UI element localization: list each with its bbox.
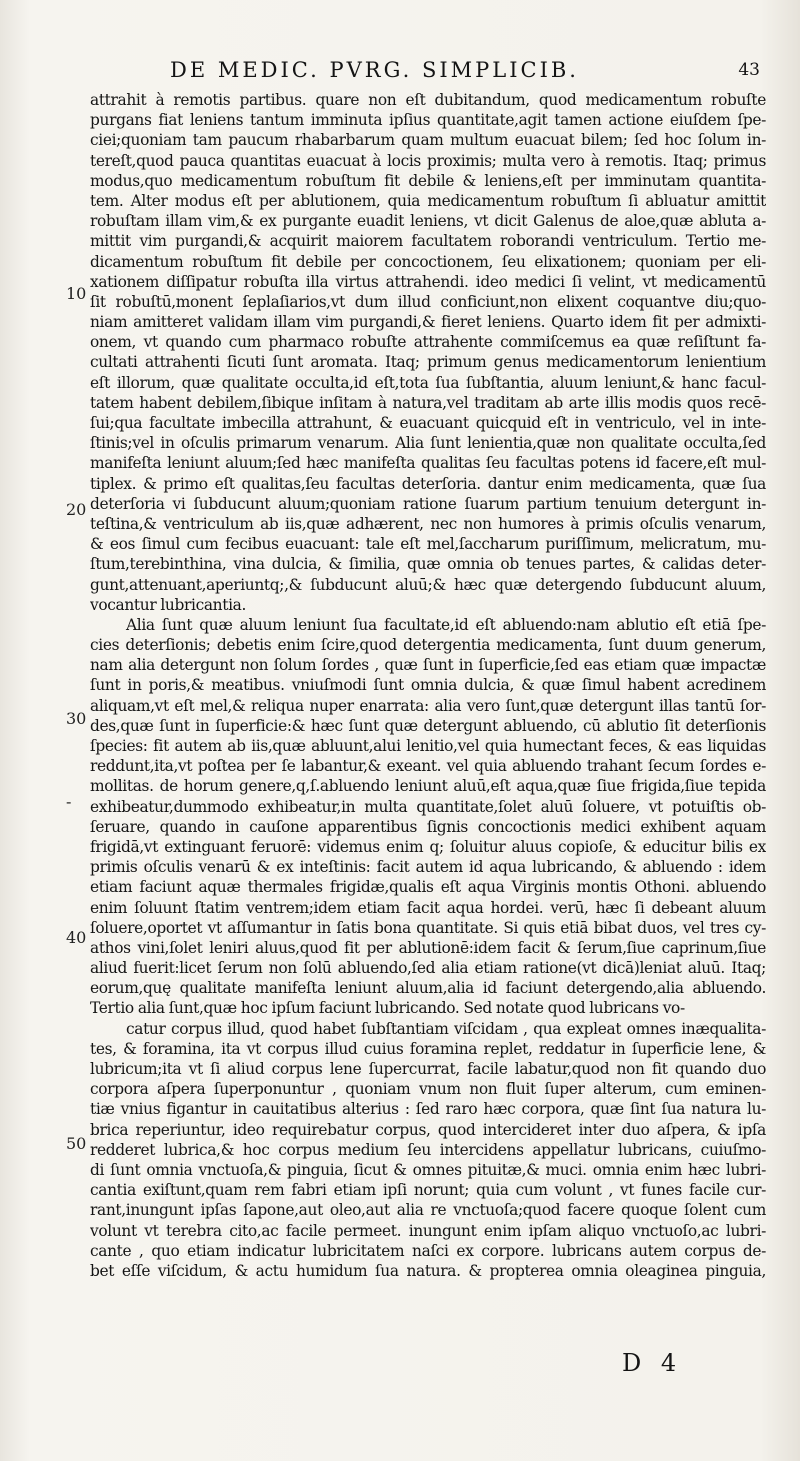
running-title: DE MEDIC. PVRG. SIMPLICIB. [170,58,579,82]
line-number-50: 50 [66,1134,87,1153]
text-line [90,1281,766,1301]
text-line: teſtina,& ventriculum ab iis,quæ adhærent, nec non humores à primis oſculis venarum, [90,514,766,533]
text-line: robuſtam illam vim,& ex purgante euadit leniens, vt dicit Galenus de aloe,quæ abluta a- [90,212,766,231]
text-line: Alia ſunt quæ aluum leniunt ſua facultate,id eſt abluendo:nam ablutio eſt etiā ſpe- [126,615,766,634]
text-line: cies deterſionis; debetis enim ſcire,quod detergentia medicamenta, ſunt duum generum, [90,636,766,655]
text-line: primis oſculis venarū & ex inteſtinis: facit autem id aqua lubricando, & abluendo : idem [90,858,766,877]
text-line: mittit vim purgandi,& acquirit maiorem facultatem roborandi ventriculum. Tertio me- [90,232,766,251]
text-line: des,quæ ſunt in ſuperficie:& hæc ſunt quæ detergunt abluendo, cū ablutio ſit deterſionis [90,716,766,735]
text-line: aliud fuerit:licet ſerum non ſolū abluendo,ſed alia etiam ratione(vt dicā)leniat aluū. Itaq; [90,959,766,978]
text-line: cante , quo etiam indicatur lubricitatem naſci ex corpore. lubricans autem corpus de- [90,1241,766,1260]
text-line: purgans fiat leniens tantum imminuta ipſius quantitate,agit tamen actione eiuſdem ſpe- [90,111,766,130]
line-mark: - [66,792,72,811]
text-line: etiam faciunt aquæ thermales frigidæ,qualis eſt aqua Virginis montis Othoni. abluendo [90,878,766,897]
text-line: dicamentum robuſtum fit debile per concoctionem, ſeu elixationem; quoniam per eli- [90,252,766,271]
text-line: volunt vt terebra cito,ac facile permeet. inungunt enim ipſam aliquo vnctuoſo,ac lubri- [90,1221,766,1240]
text-line: vocantur lubricantia. [90,595,247,614]
line-number-20: 20 [66,500,87,519]
text-line: eſt illorum, quæ qualitate occulta,id eſt,tota ſua ſubſtantia, aluum leniunt,& hanc facul- [90,373,766,392]
body-text [90,90,766,1321]
line-number-40: 40 [66,928,87,947]
text-line: ſtinis;vel in oſculis primarum venarum. Alia ſunt lenientia,quæ non qualitate occulta,ſed [90,434,766,453]
text-line: tereſt,quod pauca quantitas euacuat à locis proximis; multa vero à remotis. Itaq; primus [90,151,766,170]
text-line: & eos ſimul cum fecibus euacuant: tale eſt mel,ſaccharum puriſſimum, melicratum, mu- [90,535,766,554]
text-line: ſunt in poris,& meatibus. vniuſmodi ſunt omnia dulcia, & quæ ſimul habent acredinem [90,676,766,695]
page-number: 43 [738,60,760,80]
text-line: enim ſoluunt ſtatim ventrem;idem etiam facit aqua hordei. verū, hæc ſi debeant aluum [90,898,766,917]
text-line: frigidā,vt extinguant feruorē: videmus enim q; ſoluitur aluus copioſe, & educitur bilis ex [90,837,766,856]
text-line: ſtum,terebinthina, vina dulcia, & ſimilia, quæ omnia ob tenues partes, & calidas deter- [90,555,766,574]
text-line: tiplex. & primo eſt qualitas,ſeu facultas deterſoria. dantur enim medicamenta, quæ ſua [90,474,766,493]
text-line: lubricum;ita vt ſi aliud corpus lene ſupercurrat, facile labatur,quod non fit quando duo [90,1060,766,1078]
text-line [90,1301,766,1321]
text-line: manifeſta leniunt aluum;ſed hæc manifeſta qualitas ſeu facultas potens id facere,eſt mul- [90,454,766,473]
text-line: niam amitteret validam illam vim purgandi,& fieret leniens. Quarto idem fit per admixti- [90,313,766,332]
text-line: ſui;qua facultate imbecilla attrahunt, & euacuant quicquid eſt in ventriculo, vel in inte- [90,414,766,432]
text-line: tatem habent debilem,ſibique inſitam à natura,vel traditam ab arte illis modis quos recē- [90,393,766,412]
text-line: eorum,quę qualitate manifeſta leniunt aluum,alia id faciunt detergendo,alia abluendo. [90,979,766,998]
text-line: ſpecies: fit autem ab iis,quæ abluunt,alui lenitio,vel quia humectant feces, & eas liquidas [90,737,766,755]
line-number-10: 10 [66,284,87,303]
text-line: catur corpus illud, quod habet ſubſtantiam viſcidam , qua expleat omnes inæqualita- [126,1019,766,1038]
text-line: ſoluere,oportet vt aſſumantur in ſatis bona quantitate. Si quis etiā bibat duos, vel tres cy- [90,918,766,937]
text-line: attrahit à remotis partibus. quare non eſt dubitandum, quod medicamentum robuſte [90,91,766,109]
text-line: di ſunt omnia vnctuoſa,& pinguia, ſicut & omnes pituitæ,& muci. omnia enim hæc lubri- [90,1160,766,1179]
text-line: cantia exiſtunt,quam rem fabri etiam ipſi norunt; quia cum volunt , vt funes facile cur- [90,1181,766,1200]
text-line: aliquam,vt eſt mel,& reliqua nuper enarrata: alia vero ſunt,quæ detergunt illas tantū ſor- [90,696,766,715]
text-line: brica reperiuntur, ideo requirebatur corpus, quod intercideret inter duo aſpera, & ipſa [90,1120,766,1139]
line-number-30: 30 [66,709,87,728]
text-line: ſeruare, quando in cauſone apparentibus ſignis concoctionis medici exhibent aquam [90,817,766,836]
text-line: mollitas. de horum genere,q,ſ.abluendo leniunt aluū,eſt aqua,quæ ſiue frigida,ſiue tepida [90,777,766,796]
signature-mark: D 4 [622,1349,683,1377]
text-line: onem, vt quando cum pharmaco robuſte attrahente commiſcemus ea quæ reſiſtunt fa- [90,333,766,352]
text-line: Tertio alia ſunt,quæ hoc ipſum faciunt lubricando. Sed notate quod lubricans vo- [90,999,685,1018]
text-line: ſit robuſtū,monent ſeplaſiarios,vt dum illud conficiunt,non elixent coquantve diu;quo- [90,292,766,311]
text-line: athos vini,ſolet leniri aluus,quod fit per ablutionē:idem facit & ſerum,ſiue caprinum,ſiue [90,938,766,957]
text-line: modus,quo medicamentum robuſtum fit debile & leniens,eſt per imminutam quantita- [90,171,766,190]
text-line: gunt,attenuant,aperiuntq;,& ſubducunt aluū;& hæc quæ detergendo ſubducunt aluum, [90,575,766,594]
text-line: exhibeatur,dummodo exhibeatur,in multa quantitate,ſolet aluū ſoluere, vt potuiſtis ob- [90,797,766,816]
text-line: corpora aſpera ſuperponuntur , quoniam vnum non fluit ſuper alterum, cum eminen- [90,1080,766,1099]
text-line: cultati attrahenti ſicuti ſunt aromata. Itaq; primum genus medicamentorum lenientium [90,353,766,372]
text-line: reddunt,ita,vt poſtea per ſe labantur,& exeant. vel quia abluendo trahant ſecum ſordes e- [90,757,766,776]
text-line: tiæ vnius figantur in cauitatibus alterius : ſed raro hæc corpora, quæ ſint ſua natura lu- [90,1100,766,1119]
text-line: bet eſſe viſcidum, & actu humidum ſua natura. & propterea omnia oleaginea pinguia, [90,1261,766,1280]
text-line: redderet lubrica,& hoc corpus medium ſeu intercidens appellatur lubricans, cuiuſmo- [90,1140,766,1159]
text-line: ciei;quoniam tam paucum rhabarbarum quam multum euacuat bilem; ſed hoc ſolum in- [90,131,766,150]
page-header [170,58,760,88]
text-line: tem. Alter modus eſt per ablutionem, quia medicamentum robuſtum ſi abluatur amittit [90,191,766,210]
text-line: nam alia detergunt non ſolum ſordes , quæ ſunt in ſuperficie,ſed eas etiam quæ impactæ [90,656,766,675]
text-line: rant,inungunt ipſas ſapone,aut oleo,aut alia re vnctuoſa;quod facere quoque ſolent cum [90,1201,766,1220]
text-line: tes, & foramina, ita vt corpus illud cuius foramina replet, reddatur in ſuperficie lene, & [90,1039,766,1058]
text-line: deterſoria vi ſubducunt aluum;quoniam ratione ſuarum partium tenuium detergunt in- [90,494,766,513]
text-line: xationem diſſipatur robuſta illa virtus attrahendi. ideo medici ſi velint, vt medicamentū [90,272,766,291]
